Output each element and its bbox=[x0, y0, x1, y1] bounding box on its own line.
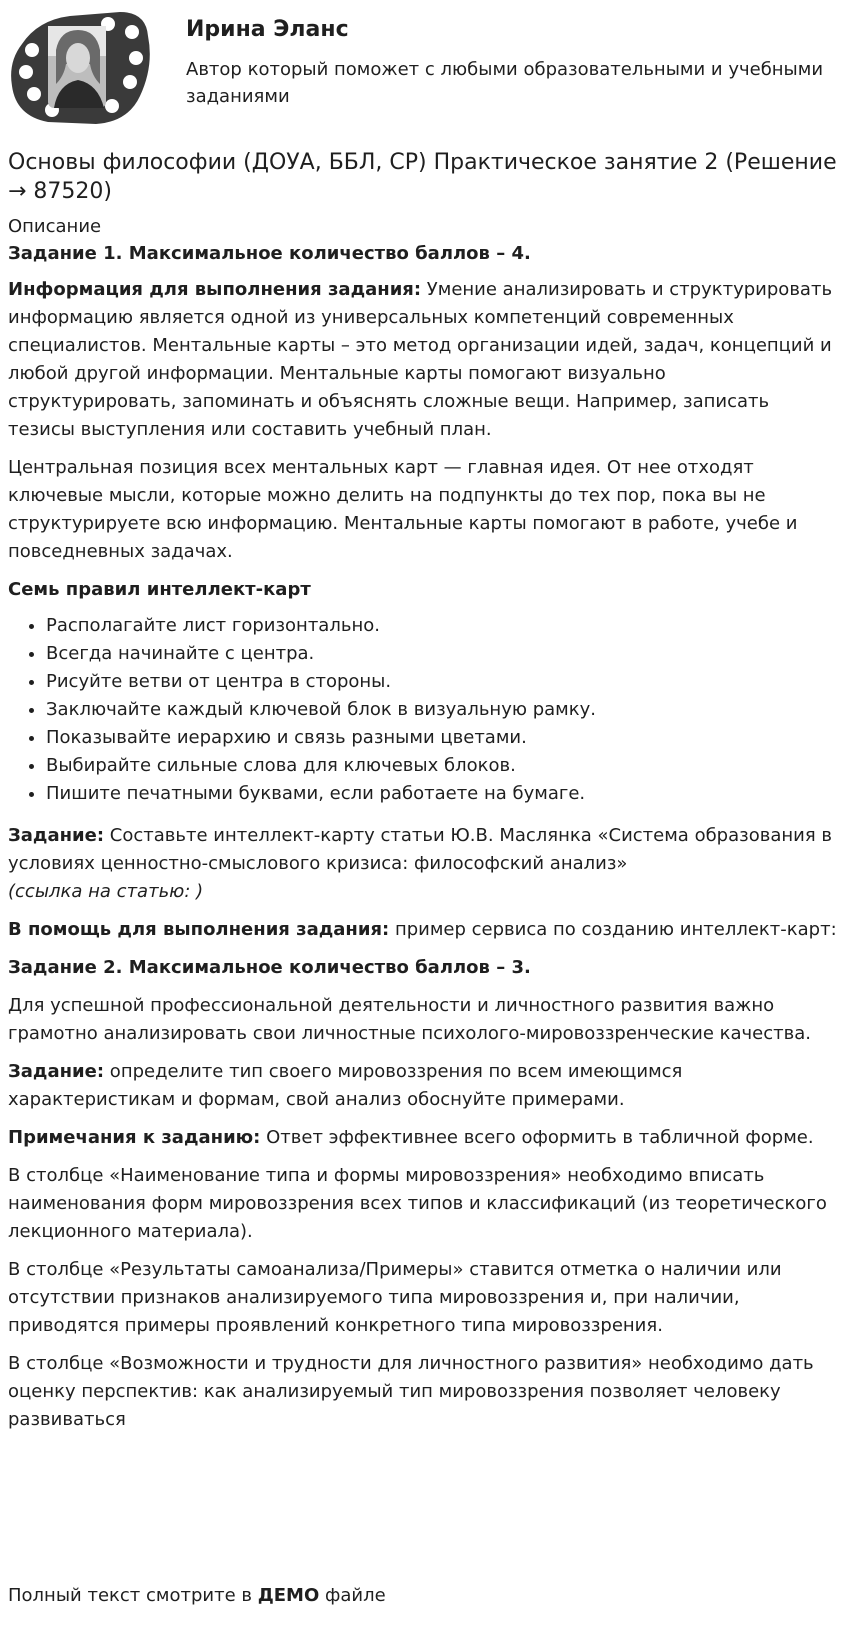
task2-notes-text: Ответ эффективнее всего оформить в табличной форме. bbox=[260, 1127, 814, 1148]
list-item: • Рисуйте ветви от центра в стороны. bbox=[46, 668, 838, 696]
task1-heading bbox=[8, 240, 838, 268]
task2-notes-label: Примечания к заданию: bbox=[8, 1127, 261, 1148]
task1-info-paragraph bbox=[8, 276, 838, 444]
page-title: Основы философии (ДОУА, ББЛ, СР) Практическое занятие 2 (Решение → 87520) bbox=[8, 150, 837, 204]
task1-assignment-label: Задание: bbox=[8, 825, 105, 846]
task2-column1-note: В столбце «Наименование типа и формы мировоззрения» необходимо вписать наименования форм мировоззрения всех типов и классификаций (из теоретического лекционного материала). bbox=[8, 1165, 827, 1242]
demo-link[interactable]: ДЕМО bbox=[257, 1585, 320, 1606]
list-item: • Пишите печатными буквами, если работаете на бумаге. bbox=[46, 780, 838, 808]
task2-column3-note: В столбце «Возможности и трудности для личностного развития» необходимо дать оценку перспектив: как анализируемый тип мировоззрения позволяет человеку развиваться bbox=[8, 1353, 814, 1430]
task2-column2-note: В столбце «Результаты самоанализа/Примеры» ставится отметка о наличии или отсутствии признаков анализируемого типа мировоззрения и, при наличии, приводятся примеры проявлений конкретного типа мировоззрения. bbox=[8, 1259, 782, 1336]
rules-heading-text: Семь правил интеллект-карт bbox=[8, 579, 311, 600]
avatar-film-frame-icon bbox=[8, 6, 158, 130]
footer-demo-note bbox=[8, 1582, 386, 1610]
task1-heading-text: Задание 1. Максимальное количество баллов – 4. bbox=[8, 243, 531, 264]
task2-assignment-label: Задание: bbox=[8, 1061, 105, 1082]
task1-assignment-text: Составьте интеллект-карту статьи Ю.В. Маслянка «Система образования в условиях ценностно-смыслового кризиса: философский анализ» bbox=[8, 825, 832, 874]
footer-suffix: файле bbox=[319, 1585, 386, 1606]
task1-help bbox=[8, 916, 838, 944]
list-item: • Всегда начинайте с центра. bbox=[46, 640, 838, 668]
task2-notes bbox=[8, 1124, 838, 1152]
author-name: Ирина Эланс bbox=[186, 17, 349, 42]
author-description: Автор который поможет с любыми образовательными и учебными заданиями bbox=[186, 59, 824, 107]
list-item: • Заключайте каждый ключевой блок в визуальную рамку. bbox=[46, 696, 838, 724]
task1-help-text: пример сервиса по созданию интеллект-карт: bbox=[389, 919, 837, 940]
rules-heading bbox=[8, 576, 838, 604]
avatar bbox=[8, 6, 158, 130]
main-content bbox=[8, 148, 838, 1444]
list-item: • Показывайте иерархию и связь разными цветами. bbox=[46, 724, 838, 752]
list-item: • Выбирайте сильные слова для ключевых блоков. bbox=[46, 752, 838, 780]
footer-prefix: Полный текст смотрите в bbox=[8, 1585, 258, 1606]
list-item: • Располагайте лист горизонтально. bbox=[46, 612, 838, 640]
task2-intro: Для успешной профессиональной деятельности и личностного развития важно грамотно анализировать свои личностные психолого-мировоззренческие качества. bbox=[8, 995, 811, 1044]
task2-heading-text: Задание 2. Максимальное количество баллов – 3. bbox=[8, 957, 531, 978]
task2-heading bbox=[8, 954, 838, 982]
task2-assignment bbox=[8, 1058, 838, 1114]
task1-paragraph2: Центральная позиция всех ментальных карт — главная идея. От нее отходят ключевые мысли, которые можно делить на подпункты до тех пор, пока вы не структурируете всю информацию. Ментальные карты помогают в работе, учебе и повседневных задачах. bbox=[8, 457, 798, 562]
task1-assignment bbox=[8, 822, 838, 906]
rules-list bbox=[8, 612, 838, 808]
article-link-note: (ссылка на статью: ) bbox=[8, 881, 204, 902]
task1-help-label: В помощь для выполнения задания: bbox=[8, 919, 390, 940]
task1-info-label: Информация для выполнения задания: bbox=[8, 279, 422, 300]
section-label: Описание bbox=[8, 216, 102, 237]
task1-info-text: Умение анализировать и структурировать информацию является одной из универсальных компетенций современных специалистов. Ментальные карты – это метод организации идей, задач, концепций и любой другой информации. Ментальные карты помогают визуально структурировать, запоминать и объяснять сложные вещи. Например, записать тезисы выступления или составить учебный план. bbox=[8, 279, 833, 440]
task2-assignment-text: определите тип своего мировоззрения по всем имеющимся характеристикам и формам, свой анализ обоснуйте примерами. bbox=[8, 1061, 683, 1110]
author-header bbox=[8, 6, 838, 130]
